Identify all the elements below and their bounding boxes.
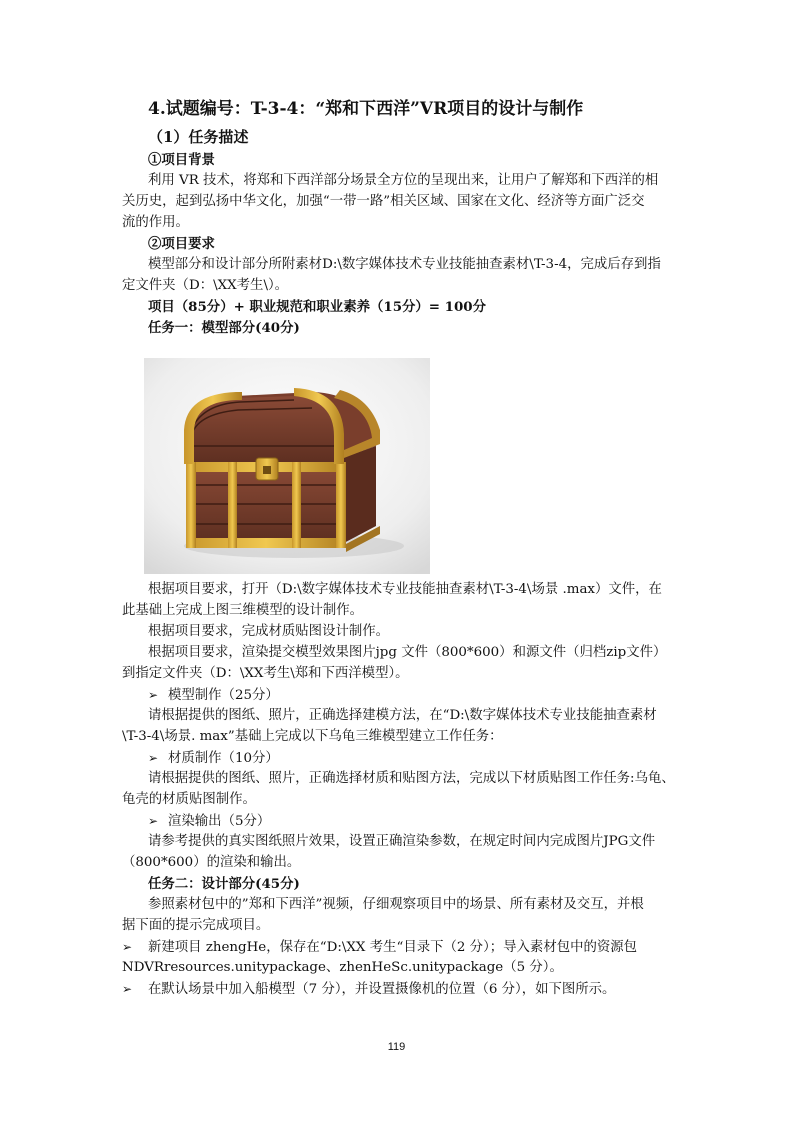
paragraph-line: 利用 VR 技术，将郑和下西洋部分场景全方位的呈现出来，让用户了解郑和下西洋的相 — [148, 173, 659, 188]
task1-heading: 任务一：模型部分(40分) — [148, 320, 300, 336]
paragraph-line: 模型部分和设计部分所附素材D:\数字媒体技术专业技能抽查素材\T-3-4，完成后存到指 — [148, 257, 661, 272]
task2-heading: 任务二：设计部分(45分) — [148, 876, 300, 892]
bullet-arrow-icon: ➢ — [148, 688, 159, 702]
paragraph-line: 到指定文件夹（D：\XX考生\郑和下西洋模型）。 — [122, 666, 409, 681]
render-bullet: ➢ 渲染输出（5分） — [148, 811, 270, 832]
bullet-arrow-icon: ➢ — [122, 940, 133, 954]
paragraph-line: 关历史，起到弘扬中华文化，加强“一带一路”相关区域、国家在文化、经济等方面广泛交 — [122, 194, 645, 209]
paragraph-line: NDVRresources.unitypackage、zhenHeSc.unitypackage（5 分）。 — [122, 960, 563, 975]
paragraph-line: 定文件夹（D：\XX考生\）。 — [122, 278, 289, 293]
task2-bullet-1: ➢ 新建项目 zhengHe，保存在“D:\XX 考生“目录下（2 分）；导入素材包中的资源包 — [122, 937, 637, 958]
paragraph-line: 根据项目要求，渲染提交模型效果图片jpg 文件（800*600）和源文件（归档zip文件） — [148, 645, 667, 660]
bullet-arrow-icon: ➢ — [148, 814, 159, 828]
paragraph-line: \T-3-4\场景. max”基础上完成以下乌龟三维模型建立工作任务： — [122, 729, 503, 744]
score-summary: 项目（85分）+ 职业规范和职业素养（15分）= 100分 — [148, 299, 487, 315]
section-heading: 4.试题编号：T-3-4：“郑和下西洋”VR项目的设计与制作 — [148, 99, 584, 119]
paragraph-line: （800*600）的渲染和输出。 — [122, 855, 301, 870]
page-number: 119 — [387, 1041, 406, 1053]
paragraph-line: 此基础上完成上图三维模型的设计制作。 — [122, 603, 364, 618]
task2-bullet-2: ➢ 在默认场景中加入船模型（7 分），并设置摄像机的位置（6 分），如下图所示。 — [122, 979, 615, 1000]
bullet-arrow-icon: ➢ — [122, 982, 133, 996]
paragraph-line: 根据项目要求，打开（D:\数字媒体技术专业技能抽查素材\T-3-4\场景 .max）文件，在 — [148, 582, 662, 597]
paragraph-line: 请根据提供的图纸、照片，正确选择材质和贴图方法，完成以下材质贴图工作任务:乌龟、 — [148, 771, 675, 786]
requirements-heading: ②项目要求 — [148, 236, 215, 252]
paragraph-line: 参照素材包中的”郑和下西洋”视频，仔细观察项目中的场景、所有素材及交互，并根 — [148, 897, 644, 912]
paragraph-line: 根据项目要求，完成材质贴图设计制作。 — [148, 624, 390, 639]
background-heading: ①项目背景 — [148, 152, 215, 168]
paragraph-line: 请根据提供的图纸、照片，正确选择建模方法，在“D:\数字媒体技术专业技能抽查素材 — [148, 708, 657, 723]
paragraph-line: 请参考提供的真实图纸照片效果，设置正确渲染参数，在规定时间内完成图片JPG文件 — [148, 834, 656, 849]
material-bullet: ➢ 材质制作（10分） — [148, 748, 279, 769]
model-bullet: ➢ 模型制作（25分） — [148, 685, 279, 706]
paragraph-line: 龟壳的材质贴图制作。 — [122, 792, 256, 807]
treasure-chest-image — [144, 358, 430, 574]
task-description-heading: （1）任务描述 — [148, 128, 249, 146]
bullet-arrow-icon: ➢ — [148, 751, 159, 765]
paragraph-line: 流的作用。 — [122, 215, 189, 230]
paragraph-line: 据下面的提示完成项目。 — [122, 918, 270, 933]
